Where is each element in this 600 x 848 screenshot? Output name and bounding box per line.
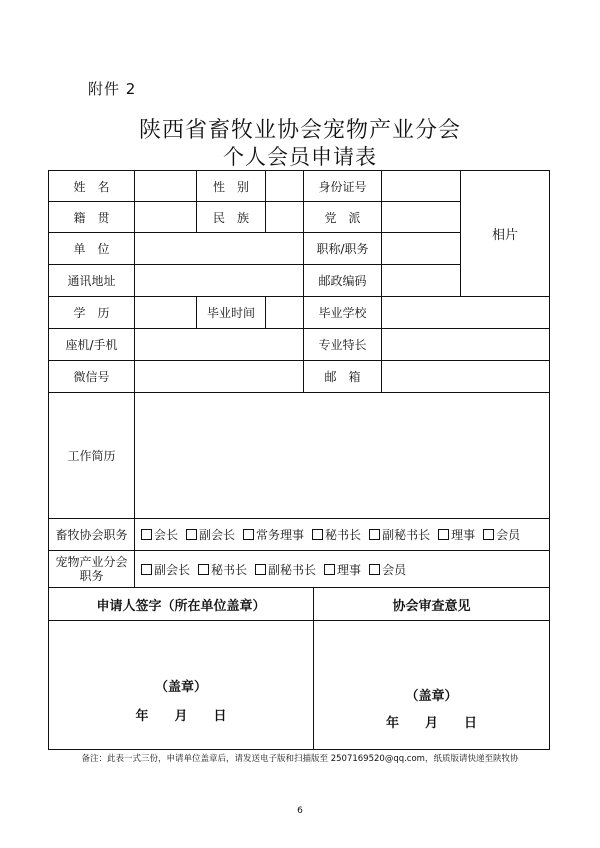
assoc-option[interactable]: 常务理事 [243,526,304,543]
address-label: 通讯地址 [67,274,116,288]
checkbox-icon[interactable] [438,529,449,540]
gender-field[interactable] [266,171,303,201]
branch-option[interactable]: 副会长 [141,561,190,578]
party-field[interactable] [382,202,460,232]
checkbox-icon[interactable] [141,529,152,540]
email-label: 邮 箱 [324,370,361,384]
wechat-field[interactable] [135,361,303,392]
grad-time-field[interactable] [266,297,303,328]
attachment-label: 附件 2 [88,80,137,98]
gender-label: 性 别 [212,179,249,194]
footnote: 备注：此表一式三份，申请单位盖章后，请发送电子版和扫描版至 2507169520@qq.com，纸质版请快递至陕牧协 [81,754,519,764]
assoc-option[interactable]: 秘书长 [312,526,361,543]
employer-label: 单 位 [73,242,110,256]
education-field[interactable] [135,297,196,328]
assoc-option[interactable]: 会长 [141,526,178,543]
party-label: 党 派 [324,210,361,225]
postcode-label: 邮政编码 [318,274,367,288]
grad-school-field[interactable] [382,297,549,328]
branch-option[interactable]: 会员 [369,561,406,578]
employer-field[interactable] [135,233,303,264]
assoc-option[interactable]: 理事 [438,526,475,543]
branch-option[interactable]: 副秘书长 [255,561,316,578]
wechat-label: 微信号 [73,370,110,384]
assoc-option[interactable]: 副秘书长 [369,526,430,543]
form-subtitle: 个人会员申请表 [223,145,377,169]
name-label: 姓 名 [73,179,110,194]
checkbox-icon[interactable] [198,564,209,575]
checkbox-icon[interactable] [369,529,380,540]
phone-label: 座机/手机 [65,338,118,352]
checkbox-icon[interactable] [324,564,335,575]
assoc-role-label: 畜牧协会职务 [55,528,128,542]
checkbox-icon[interactable] [369,564,380,575]
grad-time-label: 毕业时间 [206,306,255,320]
applicant-date-label: 年 月 日 [135,709,227,724]
title-position-field[interactable] [382,233,460,264]
review-header: 协会审查意见 [392,598,471,614]
name-field[interactable] [135,171,196,201]
checkbox-icon[interactable] [141,564,152,575]
checkbox-icon[interactable] [483,529,494,540]
id-number-field[interactable] [382,171,460,201]
checkbox-icon[interactable] [312,529,323,540]
checkbox-icon[interactable] [186,529,197,540]
resume-field[interactable] [135,393,549,518]
branch-option[interactable]: 秘书长 [198,561,247,578]
page-number: 6 [297,806,303,816]
native-place-label: 籍 贯 [73,210,110,225]
specialty-label: 专业特长 [318,338,367,352]
branch-role-label [49,551,134,587]
assoc-role-options [135,519,549,550]
review-seal-label: （盖章） [405,689,458,704]
postcode-field[interactable] [382,265,460,296]
photo-box[interactable]: 相片 [491,228,518,243]
resume-label: 工作简历 [67,449,116,463]
assoc-option[interactable]: 会员 [483,526,520,543]
assoc-option[interactable]: 副会长 [186,526,235,543]
email-field[interactable] [382,361,549,392]
grad-school-label: 毕业学校 [318,306,367,320]
branch-role-label-line2: 职务 [79,569,104,583]
specialty-field[interactable] [382,329,549,360]
native-place-field[interactable] [135,202,196,232]
checkbox-icon[interactable] [243,529,254,540]
ethnicity-field[interactable] [266,202,303,232]
review-date-label: 年 月 日 [385,716,477,731]
address-field[interactable] [135,265,303,296]
id-number-label: 身份证号 [318,179,367,194]
applicant-sign-header: 申请人签字（所在单位盖章） [96,598,266,614]
ethnicity-label: 民 族 [212,210,249,225]
checkbox-icon[interactable] [255,564,266,575]
branch-role-label-line1: 宠物产业分会 [55,555,128,569]
branch-option[interactable]: 理事 [324,561,361,578]
branch-role-options [135,551,549,587]
applicant-seal-label: （盖章） [154,680,207,695]
education-label: 学 历 [73,306,110,320]
form-title: 陕西省畜牧业协会宠物产业分会 [138,118,461,143]
phone-field[interactable] [135,329,303,360]
title-position-label: 职称/职务 [316,242,369,256]
